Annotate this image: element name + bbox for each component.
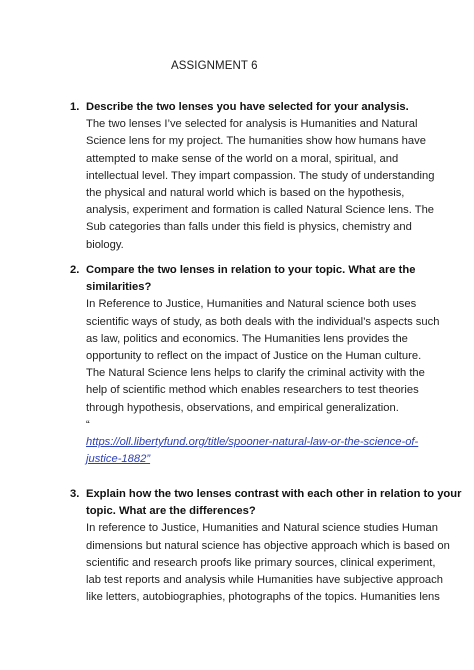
- question-text: [86, 262, 415, 296]
- question-number: 3.: [70, 488, 80, 500]
- question-section-3: [70, 486, 462, 606]
- answer-line: as law, politics and economics. The Humanities lens provides the: [86, 332, 408, 345]
- answer-line: biology.: [86, 238, 124, 251]
- question-line: similarities?: [86, 281, 152, 294]
- question-text: [86, 486, 461, 520]
- question-section-2: [70, 262, 440, 468]
- question-heading-3: [70, 486, 462, 520]
- answer-line: intellectual level. They impart compassion. The study of understanding: [86, 169, 435, 182]
- answer-line: In Reference to Justice, Humanities and Natural science both uses: [86, 298, 417, 311]
- answer-line: Science lens for my project. The humanities show how humans have: [86, 135, 426, 148]
- answer-line: The Natural Science lens helps to clarify the criminal activity with the: [86, 367, 425, 380]
- answer-paragraph-3: [86, 520, 450, 606]
- question-line: Describe the two lenses you have selected for your analysis.: [86, 101, 409, 113]
- reference-link-line-1[interactable]: https://oll.libertyfund.org/title/spooner-natural-law-or-the-science-of-: [86, 436, 419, 449]
- opening-quote-mark: “: [86, 418, 90, 431]
- answer-line: Sub categories than falls under this field is physics, chemistry and: [86, 221, 412, 234]
- question-line: Explain how the two lenses contrast with each other in relation to your: [86, 488, 462, 500]
- answer-line: attempted to make sense of the world on a moral, spiritual, and: [86, 152, 399, 165]
- answer-paragraph-2: [86, 296, 440, 416]
- answer-line: through hypothesis, observations, and empirical generalization.: [86, 401, 399, 414]
- question-number: 2.: [70, 264, 80, 276]
- answer-line: opportunity to reflect on the impact of Justice on the Human culture.: [86, 350, 422, 363]
- question-heading-1: [70, 99, 410, 116]
- answer-line: The two lenses I’ve selected for analysis is Humanities and Natural: [86, 118, 418, 131]
- answer-line: help of scientific method which enables researchers to test theories: [86, 384, 419, 397]
- question-line: topic. What are the differences?: [86, 505, 256, 518]
- question-number: 1.: [70, 101, 80, 113]
- answer-line: dimensions but natural science has objective approach which is based on: [86, 539, 450, 552]
- answer-paragraph-1: [86, 116, 435, 254]
- answer-line: lab test reports and analysis while Humanities have subjective approach: [86, 574, 443, 587]
- question-heading-2: [70, 262, 416, 296]
- answer-line: scientific and research proofs like primary sources, clinical experiment,: [86, 556, 436, 569]
- answer-line: In reference to Justice, Humanities and Natural science studies Human: [86, 522, 438, 535]
- answer-line: scientific ways of study, as both deals with the individual’s aspects such: [86, 315, 440, 328]
- answer-line: analysis, experiment and formation is called Natural Science lens. The: [86, 204, 435, 217]
- document-title: ASSIGNMENT 6: [171, 60, 258, 72]
- reference-link-line-2[interactable]: justice-1882”: [86, 453, 151, 466]
- question-text: [86, 99, 410, 116]
- question-section-1: [70, 99, 435, 254]
- question-line: Compare the two lenses in relation to your topic. What are the: [86, 264, 416, 276]
- answer-line: like letters, autobiographies, photographs of the topics. Humanities lens: [86, 591, 440, 604]
- answer-line: the physical and natural world which is based on the hypothesis,: [86, 187, 405, 200]
